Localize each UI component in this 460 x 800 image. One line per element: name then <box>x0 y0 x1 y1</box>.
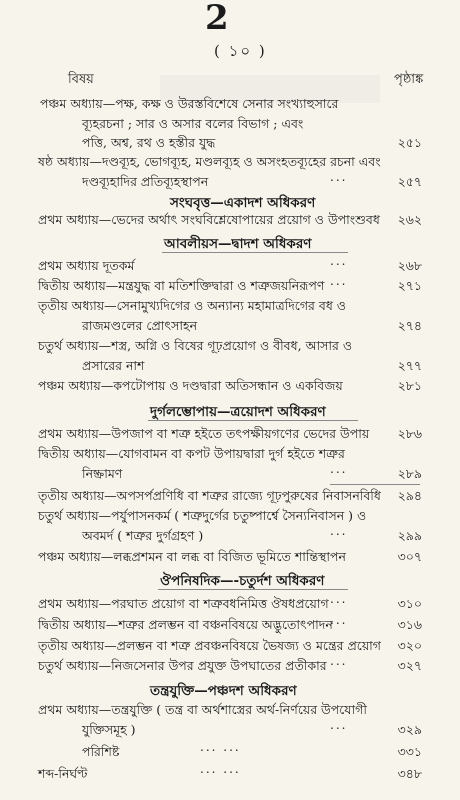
leader-dots: ... <box>330 254 348 268</box>
entry-line: প্রসারের নাশ <box>82 358 145 373</box>
page-ref: ২৭১ <box>397 278 422 293</box>
leader-dots: ... <box>330 462 348 476</box>
entry-line: তৃতীয় অধ্যায়—প্রলম্ভন বা শত্রু প্রবঞ্চনবিষয়ে ভৈষজ্য ও মন্ত্রের প্রয়োগ <box>38 638 382 653</box>
page-ref: ৩১৬ <box>397 617 422 632</box>
page-ref: ২৮১ <box>397 378 422 393</box>
entry-line: চতুর্থ অধ্যায়—শস্ত্র, অগ্নি ও বিষের গূঢ়প্রয়োগ ও বীবধ, আসার ও <box>38 338 353 353</box>
page-ref: ৩৪৮ <box>397 766 422 781</box>
leader-dots: ... <box>330 170 348 184</box>
page-number: ( ১০ ) <box>214 42 267 60</box>
entry-line: শব্দ-নির্ঘণ্ট <box>38 766 88 781</box>
section-heading: সংঘবৃত্ত—একাদশ অধিকরণ <box>170 195 316 211</box>
page-ref: ২৫১ <box>397 135 422 150</box>
entry-line: তৃতীয় অধ্যায়—সেনামুখ্যদিগের ও অন্যান্য মহামাত্রদিগের বধ ও <box>38 298 347 313</box>
page-ref: ৩২৭ <box>397 658 422 673</box>
section-heading: ঔপনিষদিক—-চতুর্দশ অধিকরণ <box>160 573 325 589</box>
entry-line: পত্তি, অশ্ব, রথ ও হস্তীর যুদ্ধ <box>82 135 216 150</box>
entry-line: প্রথম অধ্যায়—তন্ত্রযুক্তি ( তন্ত্র বা অর্থশাস্ত্রের অর্থ-নির্ণয়ের উপযোগী <box>38 702 367 717</box>
entry-line: তৃতীয় অধ্যায়—অপসর্পপ্রণিধি বা শত্রুর রাজ্যে গূঢ়পুরুষের নিবাসনবিধি <box>38 488 381 503</box>
page-ref: ২৭৪ <box>397 318 422 333</box>
leader-dots: ... ... <box>200 740 241 754</box>
entry-line: দ্বিতীয় অধ্যায়—শত্রুর প্রলম্ভন বা বঞ্চনবিষয়ে অদ্ভুতোৎপাদন <box>38 617 333 632</box>
page-ref: ২৫৭ <box>397 174 422 189</box>
page-ref: ২৮৯ <box>397 466 422 481</box>
entry-line: ব্যূহরচনা ; সার ও অসার বলের বিভাগ ; এবং <box>82 116 304 131</box>
entry-line: পঞ্চম অধ্যায়—পক্ষ, কক্ষ ও উরস্তবিশেষে সেনার সংখ্যাহুসারে <box>40 96 339 111</box>
entry-line: চতুর্থ অধ্যায়—পর্যুপাসনকর্ম ( শত্রুদুর্গের চতুষ্পার্শ্বে সৈন্যনিবাসন ) ও <box>38 508 367 523</box>
leader-dots: ... <box>330 613 348 627</box>
entry-line: পঞ্চম অধ্যায়—লব্ধপ্রশমন বা লব্ধ বা বিজিত ভূমিতে শান্তিস্থাপন <box>38 549 346 564</box>
page-marker: 2 <box>205 0 229 38</box>
entry-line: দ্বিতীয় অধ্যায়—যোগবামন বা কপট উপায়দ্বারা দুর্গ হইতে শত্রুর <box>38 446 345 461</box>
page-ref: ২৮৬ <box>397 426 422 441</box>
entry-line: প্রথম অধ্যায় দূতকর্ম <box>38 258 135 273</box>
header-page: পৃষ্ঠাঙ্ক <box>394 72 424 87</box>
section-heading: আবলীয়স—দ্বাদশ অধিকরণ <box>164 236 312 252</box>
leader-dots: ... <box>330 524 348 538</box>
page-ref: ২৯৪ <box>397 488 422 503</box>
row-rule <box>330 484 420 485</box>
page-ref: ৩১০ <box>397 596 422 611</box>
entry-line: যুক্তিসমূহ ) <box>82 722 136 737</box>
entry-line: পঞ্চম অধ্যায়—কপটোপায় ও দণ্ডদ্বারা অতিসন্ধান ও একবিজয় <box>38 378 343 393</box>
page-ref: ৩০৭ <box>397 549 422 564</box>
page-ref: ২৭৭ <box>397 358 422 373</box>
leader-dots: ... <box>330 654 348 668</box>
page-ref: ২৬৮ <box>397 258 422 273</box>
entry-line: অবমর্দ ( শত্রুর দুর্গগ্রহণ ) <box>82 528 204 543</box>
entry-line: ষষ্ঠ অধ্যায়—দণ্ডব্যূহ, ভোগব্যূহ, মণ্ডলব্যূহ ও অসংহতব্যূহের রচনা এবং <box>38 154 381 169</box>
entry-line: প্রথম অধ্যায়—ভেদের অর্থাৎ সংঘবিশ্লেষোপায়ের প্রয়োগ ও উপাংশুবধ <box>38 212 380 227</box>
entry-line: রাজমণ্ডলের প্রোৎসাহন <box>82 318 198 333</box>
header-subject: বিষয় <box>68 72 94 87</box>
leader-dots: ... <box>330 274 348 288</box>
entry-line: দ্বিতীয় অধ্যায়—মন্ত্রযুদ্ধ বা মতিশক্তিদ্বারা ও শত্রুজয়নিরূপণ <box>38 278 325 293</box>
entry-line: দণ্ডব্যূহাদির প্রতিব্যূহস্থাপন <box>82 174 209 189</box>
leader-dots: ... ... <box>200 762 241 776</box>
page-ref: ২৯৯ <box>397 528 422 543</box>
section-underline <box>162 252 348 253</box>
section-heading: তন্ত্রযুক্তি—পঞ্চদশ অধিকরণ <box>150 683 297 699</box>
entry-line: নিষ্ক্রামণ <box>82 466 123 481</box>
leader-dots: ... <box>330 718 348 732</box>
entry-line: চতুর্থ অধ্যায়—নিজসেনার উপর প্রযুক্ত উপঘাতের প্রতীকার <box>38 658 327 673</box>
page-ref: ২৬২ <box>397 212 422 227</box>
page-ref: ৩২৯ <box>397 722 422 737</box>
entry-line: প্রথম অধ্যায়—পরঘাত প্রয়োগ বা শত্রুবধনিমিত্ত ঔষধপ্রয়োগ <box>38 596 329 611</box>
section-underline <box>148 420 358 421</box>
entry-line: পরিশিষ্ট <box>82 744 120 759</box>
section-underline <box>158 589 348 590</box>
entry-line: প্রথম অধ্যায়—উপজাপ বা শত্রু হইতে তৎপক্ষীয়গণের ভেদের উপায় <box>38 426 370 441</box>
section-heading: দুর্গলম্ভোপায়—ত্রয়োদশ অধিকরণ <box>150 404 326 420</box>
page-ref: ৩২০ <box>397 638 422 653</box>
leader-dots: ... <box>330 592 348 606</box>
page-ref: ৩৩১ <box>397 744 422 759</box>
